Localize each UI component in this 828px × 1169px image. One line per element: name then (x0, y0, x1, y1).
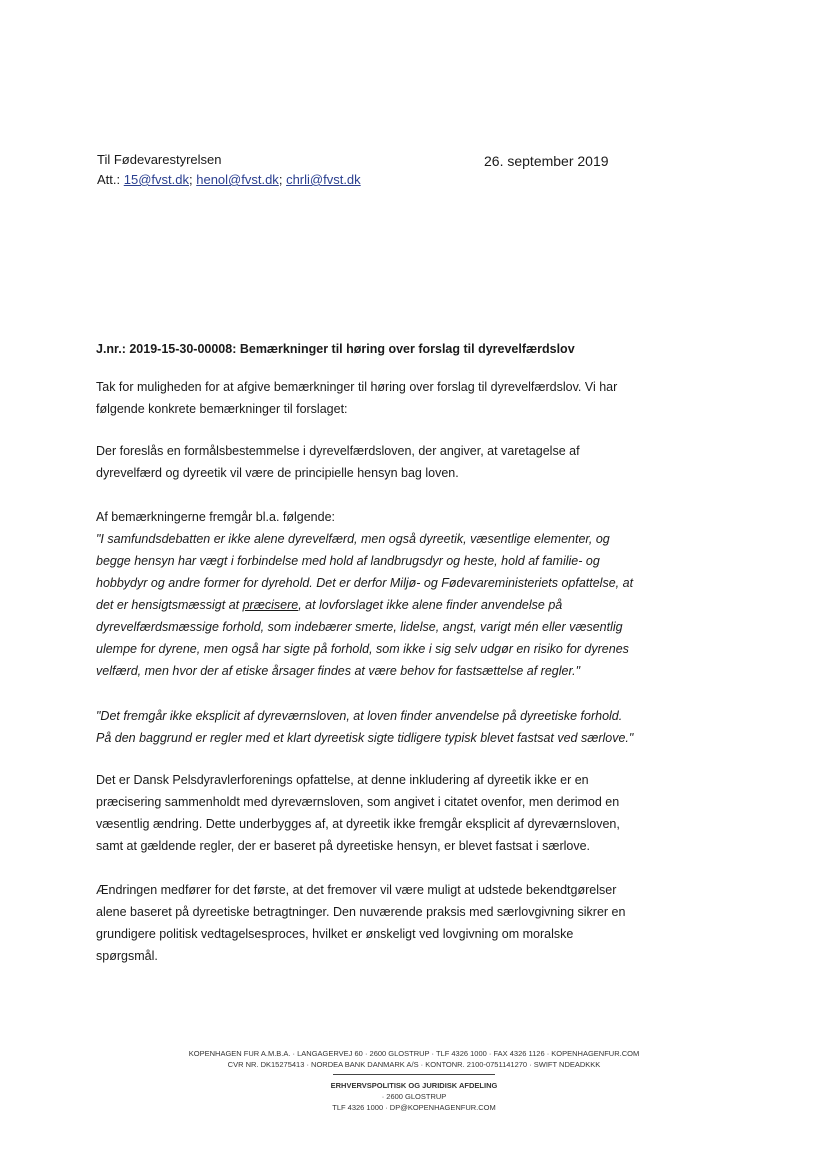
letter-date: 26. september 2019 (484, 153, 609, 169)
letter-subject: J.nr.: 2019-15-30-00008: Bemærkninger til høring over forslag til dyrevelfærdslov (96, 342, 575, 356)
email-link-15[interactable]: 15@fvst.dk (123, 172, 189, 187)
recipient-block (97, 150, 361, 190)
email-link-chrli[interactable]: chrli@fvst.dk (286, 172, 361, 187)
paragraph-remarks (96, 506, 656, 682)
footer-department: ERHVERVSPOLITISK OG JURIDISK AFDELING (330, 1081, 498, 1090)
paragraph-consequence: Ændringen medfører for det første, at det fremover vil være muligt at udstede bekendtgørelser alene baseret på dyreetiske betragtninger. Den nuværende praksis med særlovgivning sikrer en grundigere politisk vedtagelsesproces, hvilket er ønskeligt ved lovgivning om moralske spørgsmål. (96, 883, 626, 963)
quote-2: "Det fremgår ikke eksplicit af dyreværnsloven, at loven finder anvendelse på dyreetiske forhold. På den baggrund er regler med et klart dyreetisk sigte tidligere typisk blevet fastsat ved særlove." (96, 709, 634, 745)
footer-city: · 2600 GLOSTRUP (381, 1092, 447, 1101)
footer-bank-line: CVR NR. DK15275413 · NORDEA BANK DANMARK A/S · KONTONR. 2100-0751141270 · SWIFT NDEADKKK (227, 1060, 601, 1069)
paragraph-purpose: Der foreslås en formålsbestemmelse i dyrevelfærdsloven, der angiver, at varetagelse af dyrevelfærd og dyreetik vil være de principielle hensyn bag loven. (96, 444, 580, 480)
att-label: Att.: (97, 172, 121, 187)
recipient-att: Att.: 15@fvst.dk; henol@fvst.dk; chrli@fvst.dk (97, 172, 361, 187)
underlined-word: præcisere (242, 598, 299, 612)
footer-divider (333, 1074, 495, 1075)
footer-contact: TLF 4326 1000 · DP@KOPENHAGENFUR.COM (332, 1103, 496, 1112)
recipient-to: Til Fødevarestyrelsen (97, 152, 222, 167)
footer-company-line: KOPENHAGEN FUR A.M.B.A. · LANGAGERVEJ 60 · 2600 GLOSTRUP · TLF 4326 1000 · FAX 4326 1126 · KOPENHAGENFUR.COM (188, 1049, 640, 1058)
quote-1: "I samfundsdebatten er ikke alene dyrevelfærd, men også dyreetik, væsentlige elementer, og begge hensyn har vægt i forbindelse med hold af landbrugsdyr og heste, hold af familie- og hobbydyr og andre former for dyrehold. Det er derfor Miljø- og Fødevareministeriets opfattelse, at det er hensigtsmæssigt at præcisere, at lovforslaget ikke alene finder anvendelse på dyrevelfærdsmæssige forhold, som indebærer smerte, lidelse, angst, varigt mén eller væsentlig ulempe for dyrene, men også har sigte på forhold, som ikke i sig selv udgør en risiko for dyrenes velfærd, men hvor der af etiske årsager findes at være behov for fastsættelse af regler." (96, 532, 634, 678)
remarks-intro: Af bemærkningerne fremgår bl.a. følgende: (96, 510, 336, 524)
paragraph-intro: Tak for muligheden for at afgive bemærkninger til høring over forslag til dyrevelfærdslov. Vi har følgende konkrete bemærkninger til forslaget: (96, 380, 618, 416)
paragraph-opinion: Det er Dansk Pelsdyravlerforenings opfattelse, at denne inkludering af dyreetik ikke er en præcisering sammenholdt med dyreværnsloven, som angivet i citatet ovenfor, men derimod en væsentlig ændring. Dette underbygges af, at dyreetik ikke fremgår eksplicit af dyreværnsloven, samt at gældende regler, der er baseret på dyreetiske hensyn, er blevet fastsat i særlove. (96, 773, 620, 853)
email-link-henol[interactable]: henol@fvst.dk (196, 172, 279, 187)
